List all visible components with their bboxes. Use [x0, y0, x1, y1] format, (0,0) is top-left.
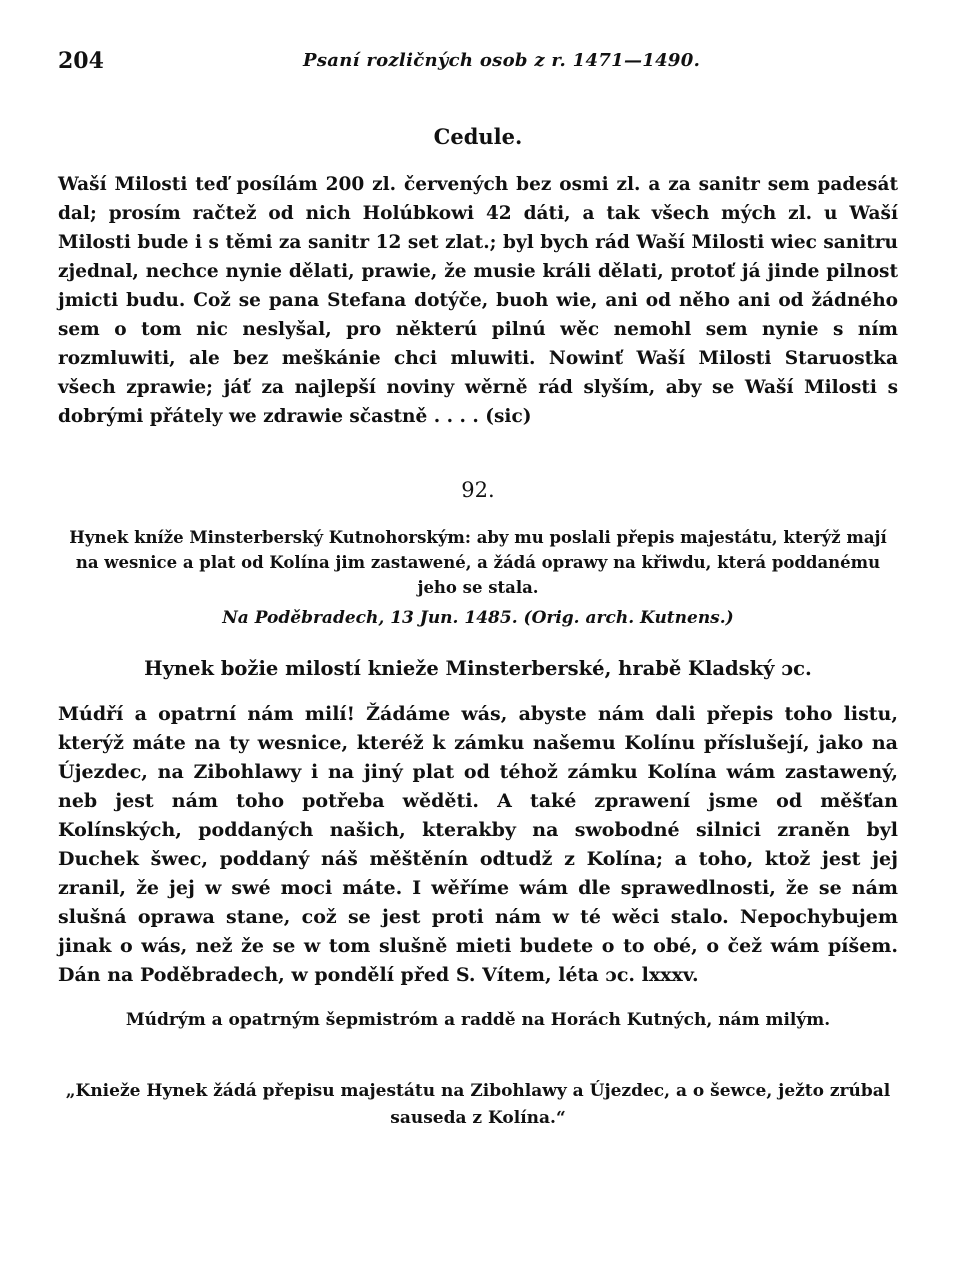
cedule-body-text: Waší Milosti teď posílám 200 zl. červených bez osmi zl. a za sanitr sem padesát dal; prosím račtež od nich Holúbkowi 42 dáti, a tak všech mých zl. u Waší Milosti bude i s těmi za sanitr 12 set zlat.; byl bych rád Waší Milosti wiec sanitru zjednal, nechce nynie dělati, prawie, že musie králi dělati, protoť já jinde pilnost jmicti budu. Což se pana Stefana dotýče, buoh wie, ani od něho ani od žádného sem o tom nic neslyšal, pro některú pilnú wěc nemohl sem nynie s ním rozmluwiti, ale bez meškánie chci mluwiti. Nowinť Waší Milosti Staruostka všech zprawie; jáť za najlepší noviny wěrně rád slyším, aby se Waší Milosti s dobrými přátely we zdrawie sčastně . . . . (sic): [58, 174, 898, 427]
document-number: 92.: [461, 478, 495, 502]
cedule-heading: Cedule.: [433, 124, 523, 149]
document-note: „Knieže Hynek žádá přepisu majestátu na Zibohlawy a Újezdec, a o šewce, ježto zrúbal sauseda z Kolína.“: [65, 1081, 891, 1128]
document-date-source: Na Poděbradech, 13 Jun. 1485. (Orig. arch. Kutnens.): [222, 608, 734, 628]
document-title: Hynek božie milostí knieže Minsterberské, hrabě Kladský ɔc.: [144, 657, 812, 680]
running-header: [58, 48, 900, 78]
running-title: Psaní rozličných osob z r. 1471—1490.: [303, 50, 701, 71]
document-summary: Hynek kníže Minsterberský Kutnohorským: aby mu poslali přepis majestátu, kterýž mají na wesnice a plat od Kolína jim zastawené, a žádá oprawy na křiwdu, která poddanému jeho se stala.: [69, 528, 887, 597]
document-address: Múdrým a opatrným šepmistróm a raddě na Horách Kutných, nám milým.: [125, 1010, 831, 1030]
document-body-text: Múdří a opatrní nám milí! Žádáme wás, abyste nám dali přepis toho listu, kterýž máte na ty wesnice, kteréž k zámku našemu Kolínu příslušejí, jako na Újezdec, na Zibohlawy i na jiný plat od téhož zámku Kolína wám zastawený, neb jest nám toho potřeba wěděti. A také zprawení jsme od měšťan Kolínských, poddaných našich, kterakby na swobodné silnici zraněn byl Duchek šwec, poddaný náš měštěnín odtudž z Kolína; a toho, ktož jest jej zranil, že jej w swé moci máte. I wěříme wám dle sprawedlnosti, že se nám slušná oprawa stane, což se jest proti nám w té wěci stalo. Nepochybujem jinak o wás, než že se w tom slušně mieti budete o to obé, o čež wám píšem. Dán na Poděbradech, w pondělí před S. Vítem, léta ɔc. lxxxv.: [58, 703, 898, 986]
page-number: 204: [58, 48, 104, 74]
